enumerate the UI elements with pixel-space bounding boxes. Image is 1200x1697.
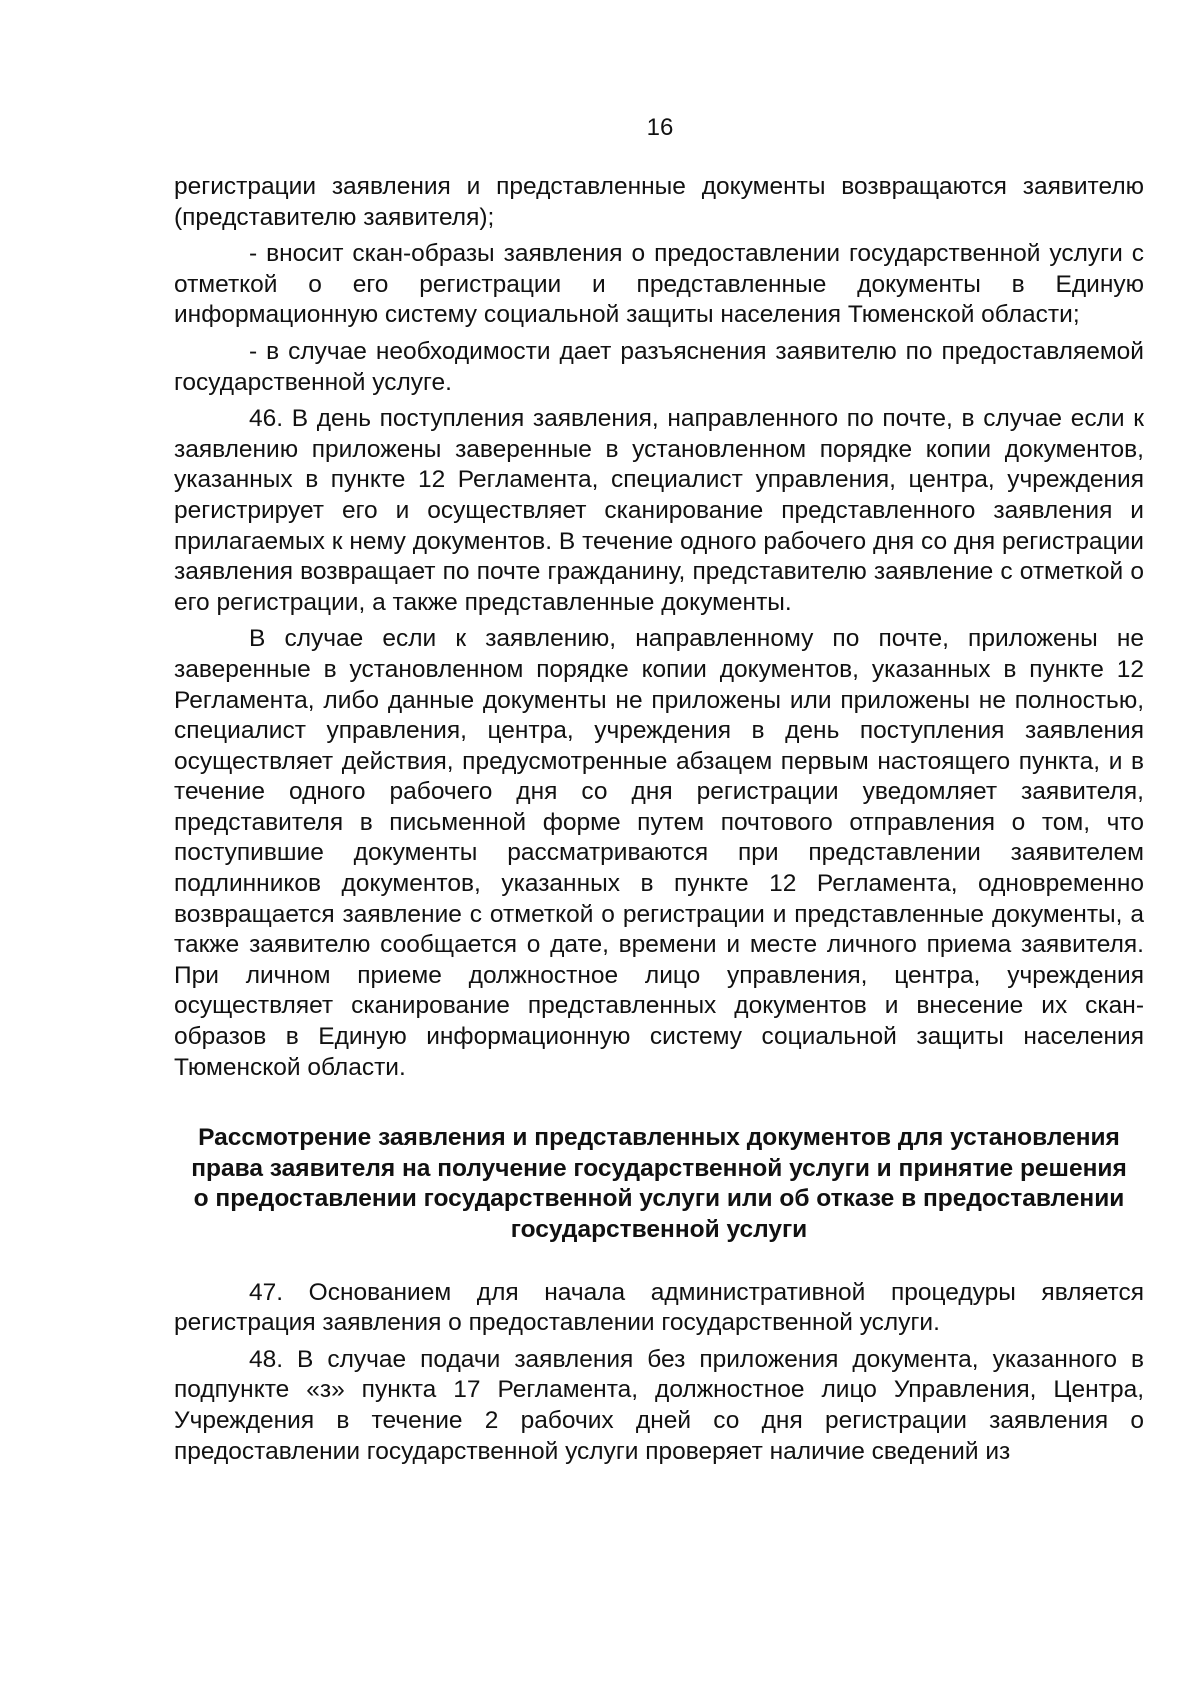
section-heading: Рассмотрение заявления и представленных документов для установления права заявителя на получение государственной услуги и принятие решения о предоставлении государственной услуги или об отказе в предоставлении государственной услуги (191, 1124, 1127, 1243)
paragraph-explanations: - в случае необходимости дает разъяснения заявителю по предоставляемой государственной услуге. (174, 337, 1144, 396)
document-body (174, 172, 1144, 1473)
paragraph-48: 48. В случае подачи заявления без приложения документа, указанного в подпункте «з» пункта 17 Регламента, должностное лицо Управления, Центра, Учреждения в течение 2 рабочих дней со дня регистрации заявления о предоставлении государственной услуги проверяет наличие сведений из (174, 1345, 1144, 1465)
page-number: 16 (646, 114, 674, 141)
paragraph-46: 46. В день поступления заявления, направленного по почте, в случае если к заявлению приложены заверенные в установленном порядке копии документов, указанных в пункте 12 Регламента, специалист управления, центра, учреждения регистрирует его и осуществляет сканирование представленного заявления и прилагаемых к нему документов. В течение одного рабочего дня со дня регистрации заявления возвращает по почте гражданину, представителю заявление с отметкой о его регистрации, а также представленные документы. (174, 405, 1144, 616)
paragraph-46-cont: В случае если к заявлению, направленному по почте, приложены не заверенные в установленном порядке копии документов, указанных в пункте 12 Регламента, либо данные документы не приложены или приложены не полностью, специалист управления, центра, учреждения в день поступления заявления осуществляет действия, предусмотренные абзацем первым настоящего пункта, и в течение одного рабочего дня со дня регистрации уведомляет заявителя, представителя в письменной форме путем почтового отправления о том, что поступившие документы рассматриваются при представлении заявителем подлинников документов, указанных в пункте 12 Регламента, одновременно возвращается заявление с отметкой о регистрации и представленные документы, а также заявителю сообщается о дате, времени и месте личного приема заявителя. При личном приеме должностное лицо управления, центра, учреждения осуществляет сканирование представленных документов и внесение их скан-образов в Единую информационную систему социальной защиты населения Тюменской области. (174, 625, 1144, 1081)
paragraph-47: 47. Основанием для начала административной процедуры является регистрация заявления о предоставлении государственной услуги. (174, 1278, 1144, 1337)
paragraph-scan-images: - вносит скан-образы заявления о предоставлении государственной услуги с отметкой о его регистрации и представленные документы в Единую информационную систему социальной защиты населения Тюменской области; (174, 240, 1144, 329)
paragraph-continuation: регистрации заявления и представленные документы возвращаются заявителю (представителю заявителя); (174, 173, 1144, 231)
